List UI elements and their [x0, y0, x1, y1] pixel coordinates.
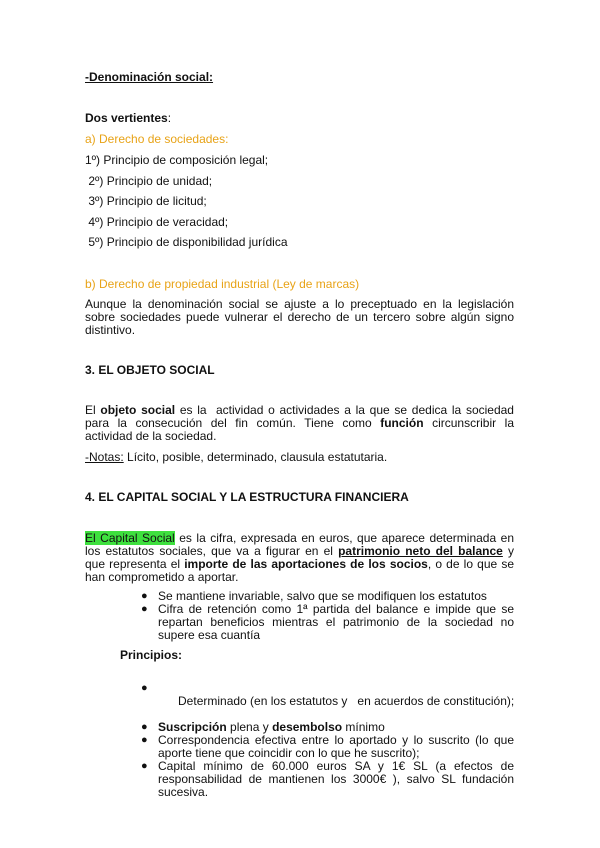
- paragraph-line: El objeto social es la actividad o actividades a la que se dedica la sociedad: [85, 403, 514, 417]
- principle-item: 2º) Principio de unidad;: [85, 174, 213, 188]
- paragraph-line: sobre sociedades puede vulnerar el derecho de un tercero sobre algún signo: [85, 310, 514, 324]
- bullet-icon: ●: [141, 682, 148, 694]
- principle-item: 3º) Principio de licitud;: [85, 194, 207, 208]
- principle-item: 4º) Principio de veracidad;: [85, 215, 229, 229]
- notas-line: -Notas: Lícito, posible, determinado, clausula estatutaria.: [85, 450, 388, 464]
- section-heading-objeto: 3. EL OBJETO SOCIAL: [85, 363, 215, 377]
- list-item: ● Determinado (en los estatutos y en acuerdos de constitución);: [141, 682, 515, 708]
- heading-propiedad-industrial: b) Derecho de propiedad industrial (Ley de marcas): [85, 277, 360, 291]
- section-title-denominacion: -Denominación social:: [85, 70, 214, 84]
- list-item: ● Suscripción plena y desembolso mínimo: [141, 720, 385, 734]
- principios-bullet-list: [141, 669, 515, 799]
- bullet-icon: ●: [141, 760, 148, 772]
- paragraph-line: que representa el importe de las aportaciones de los socios, o de lo que se: [85, 557, 514, 571]
- paragraph-objeto: [85, 404, 514, 443]
- bullet-icon: ●: [141, 590, 148, 602]
- vertientes-title: Dos vertientes:: [85, 111, 172, 125]
- heading-derecho-sociedades: a) Derecho de sociedades:: [85, 132, 229, 146]
- paragraph-line: distintivo.: [85, 323, 136, 337]
- paragraph-line: para la consecución del fin común. Tiene como función circunscribir la: [85, 416, 514, 430]
- principios-title: Principios:: [120, 648, 183, 662]
- bullet-icon: ●: [141, 603, 148, 615]
- list-item: ● Correspondencia efectiva entre lo aportado y lo suscrito (lo que aporte tiene que coincidir con lo que he suscrito);: [141, 733, 514, 760]
- paragraph-line: los estatutos sociales, que va a figurar en el patrimonio neto del balance y: [85, 544, 514, 558]
- principle-item: 1º) Principio de composición legal;: [85, 153, 269, 167]
- paragraph-propiedad-industrial: [85, 298, 514, 337]
- paragraph-line: Aunque la denominación social se ajuste a lo preceptuado en la legislación: [85, 297, 514, 311]
- list-item: ● Se mantiene invariable, salvo que se modifiquen los estatutos: [141, 589, 487, 603]
- section-heading-capital: 4. EL CAPITAL SOCIAL Y LA ESTRUCTURA FINANCIERA: [85, 490, 409, 504]
- list-item: ● Capital mínimo de 60.000 euros SA y 1€ SL (a efectos de responsabilidad de mantienen los 3000€ ), salvo SL fundación sucesiva.: [141, 759, 514, 799]
- paragraph-line: actividad de la sociedad.: [85, 429, 217, 443]
- bullet-icon: ●: [141, 734, 148, 746]
- paragraph-line: El Capital Social es la cifra, expresada en euros, que aparece determinada en: [85, 531, 515, 545]
- bullet-icon: ●: [141, 721, 148, 733]
- principle-item: 5º) Principio de disponibilidad jurídica: [85, 235, 288, 249]
- highlight-capital-social: El Capital Social: [85, 531, 175, 545]
- paragraph-capital: [85, 532, 514, 584]
- paragraph-line: han comprometido a aportar.: [85, 570, 239, 584]
- list-item: ● Cifra de retención como 1ª partida del balance e impide que se repartan beneficios mientras el patrimonio de la sociedad no supere esa cuantía: [141, 602, 514, 642]
- capital-bullet-list: [141, 589, 514, 642]
